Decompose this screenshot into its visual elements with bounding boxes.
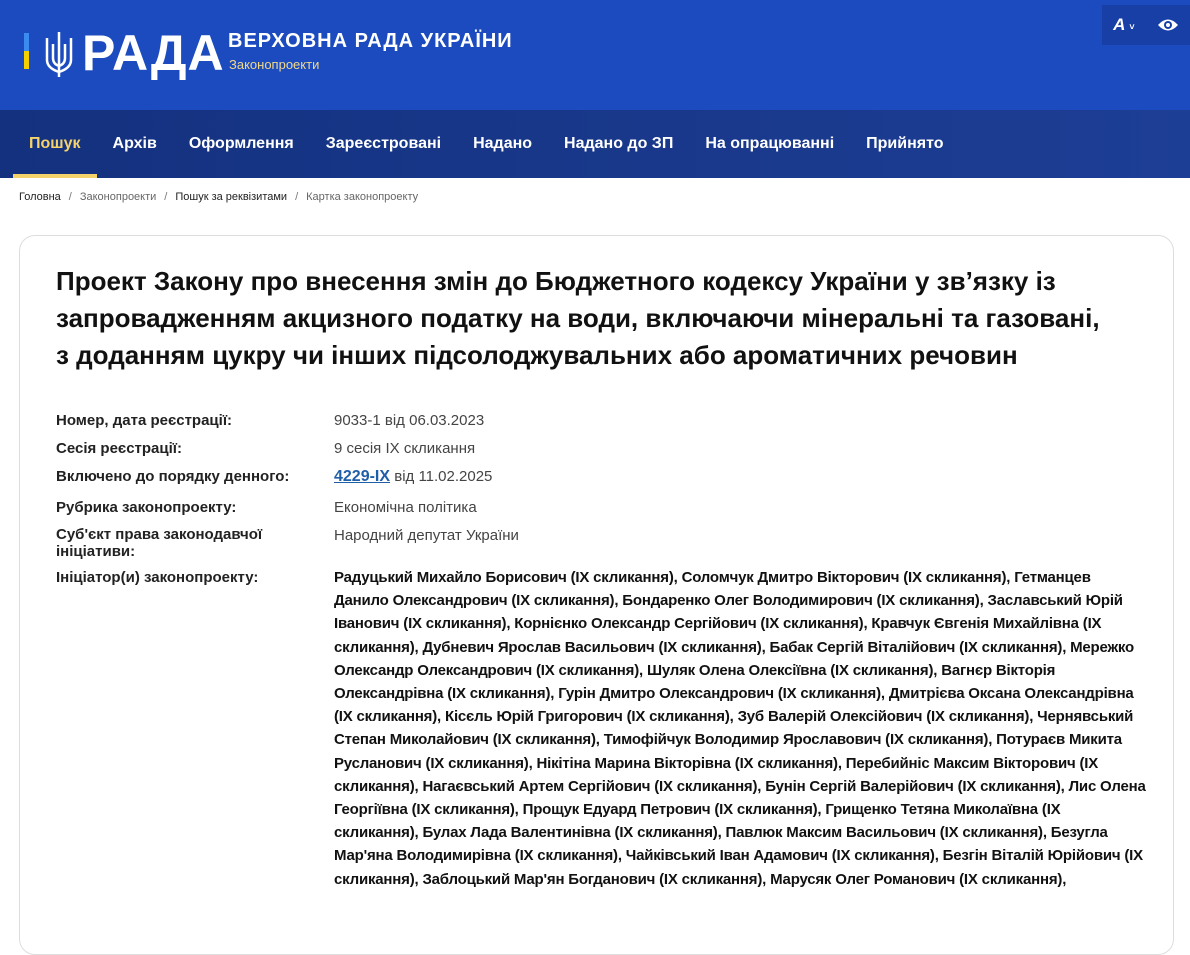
initiator: Дмитрієва Оксана Олександрівна (IX скликання) (334, 685, 1134, 726)
initiators-list: Радуцький Михайло Борисович (IX скликання), Соломчук Дмитро Вікторович (IX скликання), Гетманцев Данило Олександрович (IX скликання), Бондаренко Олег Володимирович (IX скликання), Заславський Юрій Іванович (IX скликання), Корнієнко Олександр Сергійович (IX скликання), Кравчук Євгенія Михайлівна (IX скликання), Дубневич Ярослав Васильович (IX скликання), Бабак Сергій Віталійович (IX скликання), Мережко Олександр Олександрович (IX скликання), Шуляк Олена Олексіївна (IX скликання), Вагнєр Вікторія Олександрівна (IX скликання), Гурін Дмитро Олександрович (IX скликання), Дмитрієва Оксана Олександрівна (IX скликання), Кісєль Юрій Григорович (IX скликання), Зуб Валерій Олексійович (IX скликання), Чернявський Степан Миколайович (IX скликання), Тимофійчук Володимир Ярославович (IX скликання), Потураєв Микита Русланович (IX скликання), Нікітіна Марина Вікторівна (IX скликання), Перебийніс Максим Вікторович (IX скликання), Нагаєвський Артем Сергійович (IX скликання), Бунін Сергій Валерійович (IX скликання), Лис Олена Георгіївна (IX скликання), Прощук Едуард Петрович (IX скликання), Грищенко Тетяна Миколаївна (IX скликання), Булах Лада Валентинівна (IX скликання), Павлюк Максим Васильович (IX скликання), Безугла Мар'яна Володимирівна (IX скликання), Чайківський Іван Адамович (IX скликання), Безгін Віталій Юрійович (IX скликання), Заблоцький Мар'ян Богданович (IX скликання), Марусяк Олег Романович (IX скликання), (334, 569, 1146, 888)
breadcrumb-current: Картка законопроекту (306, 191, 419, 203)
number-label: Номер, дата реєстрації: (56, 412, 233, 429)
section-name: Законопроекти (229, 57, 320, 72)
initiator: Марусяк Олег Романович (IX скликання) (770, 870, 1063, 888)
font-size-button[interactable] (1113, 15, 1135, 35)
breadcrumb-search[interactable]: Пошук за реквізитами (175, 191, 288, 203)
initiator: Нікітіна Марина Вікторівна (IX скликання) (536, 754, 838, 772)
initiator: Кісєль Юрій Григорович (IX скликання) (444, 708, 730, 726)
session-value: 9 сесія IX скликання (334, 440, 476, 457)
initiator: Булах Лада Валентинівна (IX скликання) (422, 824, 718, 842)
initiator: Дубневич Ярослав Васильович (IX скликання) (422, 638, 762, 656)
initiator: Чернявський Степан Миколайович (IX скликання) (334, 708, 1134, 749)
initiator: Прощук Едуард Петрович (IX скликання) (522, 801, 818, 819)
initiator: Чайківський Іван Адамович (IX скликання) (625, 847, 935, 865)
rubric-label: Рубрика законопроекту: (56, 499, 237, 516)
initiator: Корнієнко Олександр Сергійович (IX скликання) (514, 615, 864, 633)
nav-provided-to-zp[interactable]: Надано до ЗП (564, 135, 674, 152)
session-label: Сесія реєстрації: (56, 440, 182, 457)
initiator: Заблоцький Мар'ян Богданович (IX скликання) (422, 870, 763, 888)
nav-adopted[interactable]: Прийнято (866, 135, 944, 152)
initiator: Зуб Валерій Олексійович (IX скликання) (737, 708, 1030, 726)
page-title: Проект Закону про внесення змін до Бюджетного кодексу України у зв’язку із запровадженням акцизного податку на води, включаючи мінеральні та газовані, з доданням цукру чи інших підсолоджувальних або ароматичних речовин (56, 266, 1100, 370)
initiator: Кравчук Євгенія Михайлівна (IX скликання) (334, 615, 1102, 656)
subject-value: Народний депутат України (334, 527, 519, 544)
flag-icon (24, 33, 29, 69)
nav-registered[interactable]: Зареєстровані (325, 135, 442, 152)
initiator: Безгін Віталій Юрійович (IX скликання) (334, 847, 1143, 888)
site-header (0, 0, 1190, 110)
initiator: Соломчук Дмитро Вікторович (IX скликання) (681, 569, 1007, 586)
nav-provided[interactable]: Надано (473, 135, 533, 152)
breadcrumb-bills[interactable]: Законопроекти (79, 191, 157, 203)
initiator: Потураєв Микита Русланович (IX скликання) (334, 731, 1122, 772)
agenda-date: від 11.02.2025 (394, 468, 493, 485)
nav-drafting[interactable]: Оформлення (188, 135, 294, 152)
logo-text[interactable]: РАДА (82, 25, 225, 81)
rubric-value: Економічна політика (334, 499, 477, 516)
subject-label: Суб'єкт права законодавчої ініціативи: (56, 526, 263, 560)
initiator: Грищенко Тетяна Миколаївна (IX скликання) (334, 801, 1061, 842)
initiator: Шуляк Олена Олексіївна (IX скликання) (646, 661, 934, 679)
breadcrumb-home[interactable]: Головна (19, 191, 61, 203)
initiator: Безугла Мар'яна Володимирівна (IX скликання) (334, 824, 1108, 865)
bill-card (19, 235, 1174, 955)
initiator: Вагнєр Вікторія Олександрівна (IX скликання) (334, 661, 1056, 703)
nav-archive[interactable]: Архів (112, 135, 157, 152)
initiator: Мережко Олександр Олександрович (IX скликання) (334, 638, 1134, 679)
initiator: Гетманцев Данило Олександрович (IX скликання) (334, 569, 1091, 610)
initiator: Лис Олена Георгіївна (IX скликання) (334, 777, 1146, 819)
initiator: Бондаренко Олег Володимирович (IX скликання) (622, 592, 980, 610)
font-size-label: A (1113, 15, 1126, 34)
nav-in-processing[interactable]: На опрацюванні (705, 135, 835, 152)
initiator: Павлюк Максим Васильович (IX скликання) (725, 824, 1043, 842)
trident-icon (42, 30, 76, 78)
org-name[interactable]: ВЕРХОВНА РАДА УКРАЇНИ (228, 30, 513, 52)
chevron-down-icon: ˅ (1129, 22, 1135, 32)
main-nav (0, 110, 1190, 178)
initiator: Нагаєвський Артем Сергійович (IX скликання) (422, 777, 758, 795)
agenda-label: Включено до порядку денного: (56, 468, 290, 485)
initiator: Перебийніс Максим Вікторович (IX скликання) (334, 754, 1099, 795)
initiator: Заславський Юрій Іванович (IX скликання) (334, 592, 1123, 633)
breadcrumb: Головна / Законопроекти / Пошук за реквізитами / Картка законопроекту (19, 191, 419, 203)
number-value: 9033-1 від 06.03.2023 (334, 412, 485, 429)
eye-icon[interactable] (1157, 18, 1179, 32)
initiator: Радуцький Михайло Борисович (IX скликання) (334, 569, 674, 586)
initiators-label: Ініціатор(и) законопроекту: (56, 569, 259, 586)
nav-search[interactable]: Пошук (13, 110, 97, 178)
initiator: Бунін Сергій Валерійович (IX скликання) (765, 777, 1061, 795)
initiator: Гурін Дмитро Олександрович (IX скликання) (558, 685, 881, 703)
initiator: Тимофійчук Володимир Ярославович (IX скликання) (603, 731, 989, 749)
initiator: Бабак Сергій Віталійович (IX скликання) (769, 638, 1063, 656)
agenda-link[interactable]: 4229-IX (334, 468, 391, 485)
